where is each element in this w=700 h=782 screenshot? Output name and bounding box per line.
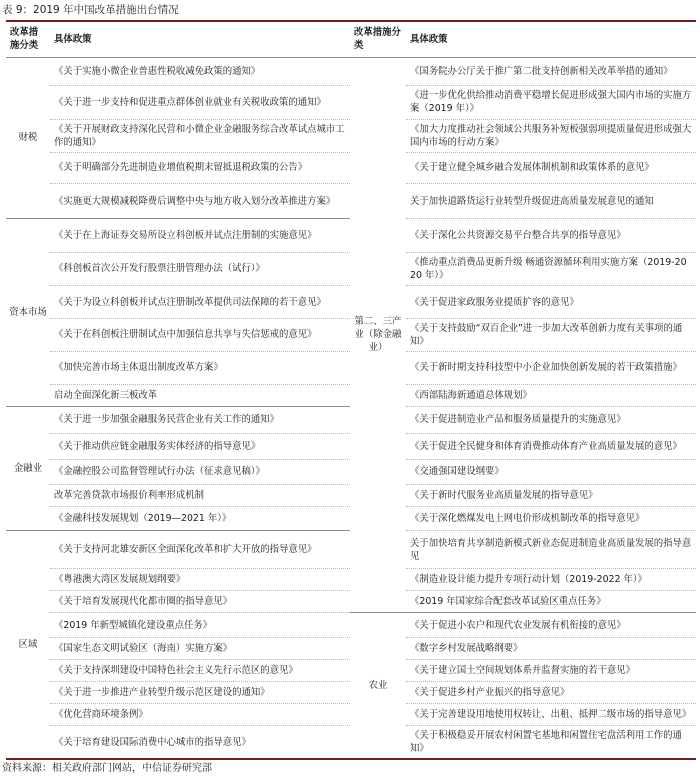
policy-cell-right: 《关于新时期支持科技型中小企业加快创新发展的若干政策措施》 — [406, 351, 696, 384]
header-policy-left: 具体政策 — [54, 33, 92, 45]
policy-cell-right: 《关于促进小农户和现代农业发展有机衔接的意见》 — [406, 613, 696, 637]
policy-cell-left: 《关于推动供应链金融服务实体经济的指导意见》 — [50, 433, 350, 460]
policy-cell-left: 《粤港澳大湾区发展规划纲要》 — [50, 568, 350, 590]
policy-cell-left: 《关于在科创板注册制试点中加强信息共享与失信惩戒的意见》 — [50, 319, 350, 351]
table-header-row — [6, 21, 696, 57]
policy-cell-right: 《关于促进制造业产品和服务质量提升的实施意见》 — [406, 406, 696, 433]
table-row — [6, 613, 696, 637]
policy-cell-left: 《加快完善市场主体退出制度改革方案》 — [50, 351, 350, 384]
header-category-left: 改革措施分类 — [10, 27, 39, 52]
policy-cell-left: 《国家生态文明试验区（海南）实施方案》 — [50, 637, 350, 659]
policy-cell-left: 《科创板首次公开发行股票注册管理办法（试行）》 — [50, 252, 350, 285]
policy-cell-left: 《金融控股公司监督管理试行办法（征求意见稿）》 — [50, 460, 350, 484]
policy-cell-left: 《关于明确部分先进制造业增值税期末留抵退税政策的公告》 — [50, 152, 350, 183]
policy-cell-right: 《2019 年国家综合配套改革试验区重点任务》 — [406, 591, 696, 613]
policy-cell-right: 《关于新时代服务业高质量发展的指导意见》 — [406, 484, 696, 506]
policy-cell-left: 《关于开展财政支持深化民营和小微企业金融服务综合改革试点城市工作的通知》 — [50, 119, 350, 152]
policy-cell-right: 《关于促进全民健身和体育消费推动体育产业高质量发展的意见》 — [406, 433, 696, 460]
policy-cell-right: 《交通强国建设纲要》 — [406, 460, 696, 484]
policy-cell-left: 《关于支持深圳建设中国特色社会主义先行示范区的意见》 — [50, 659, 350, 681]
policy-cell-right: 《制造业设计能力提升专项行动计划（2019-2022 年）》 — [406, 568, 696, 590]
category-cell-left: 金融业 — [6, 406, 50, 530]
category-cell-right: 第二、三产业（除金融业） — [350, 57, 406, 613]
policy-cell-left: 《优化营商环境条例》 — [50, 704, 350, 726]
policy-cell-right: 关于加快培育共享制造新模式新业态促进制造业高质量发展的指导意见 — [406, 531, 696, 569]
policy-cell-left: 《关于实施小微企业普惠性税收减免政策的通知》 — [50, 57, 350, 86]
policy-cell-right: 《国务院办公厅关于推广第二批支持创新相关改革举措的通知》 — [406, 57, 696, 86]
policy-cell-right: 《关于完善建设用地使用权转让、出租、抵押二级市场的指导意见》 — [406, 704, 696, 726]
header-category-right: 改革措施分类 — [354, 27, 401, 52]
policy-cell-left: 《金融科技发展规划（2019—2021 年）》 — [50, 506, 350, 530]
policy-cell-left: 《关于进一步推进产业转型升级示范区建设的通知》 — [50, 682, 350, 704]
header-policy-right: 具体政策 — [410, 33, 448, 45]
policy-cell-left: 《实施更大规模减税降费后调整中央与地方收入划分改革推进方案》 — [50, 183, 350, 219]
policy-cell-left: 启动全面深化新三板改革 — [50, 384, 350, 406]
source-note: 资料来源：相关政府部门网站，中信证券研究部 — [2, 763, 212, 774]
policy-cell-right: 《推动重点消费品更新升级 畅通资源循环利用实施方案（2019-2020 年）》 — [406, 252, 696, 285]
policy-cell-right: 《加大力度推动社会领域公共服务补短板强弱项提质量促进形成强大国内市场的行动方案》 — [406, 119, 696, 152]
category-cell-left: 财税 — [6, 57, 50, 219]
policy-cell-left: 改革完善贷款市场报价利率形成机制 — [50, 484, 350, 506]
policy-cell-left: 《关于为设立科创板并试点注册制改革提供司法保障的若干意见》 — [50, 286, 350, 319]
policy-cell-left: 《关于培育建设国际消费中心城市的指导意见》 — [50, 726, 350, 759]
policy-cell-right: 《关于支持鼓励“双百企业”进一步加大改革创新力度有关事项的通知》 — [406, 319, 696, 351]
policy-cell-right: 《关于促进乡村产业振兴的指导意见》 — [406, 682, 696, 704]
policy-cell-right: 《进一步优化供给推动消费平稳增长促进形成强大国内市场的实施方案（2019 年）》 — [406, 86, 696, 119]
policy-cell-left: 《关于培育发展现代化都市圈的指导意见》 — [50, 591, 350, 613]
category-cell-left: 区域 — [6, 531, 50, 759]
policy-cell-right: 《关于建立健全城乡融合发展体制机制和政策体系的意见》 — [406, 152, 696, 183]
policy-cell-left: 《2019 年新型城镇化建设重点任务》 — [50, 613, 350, 637]
category-cell-right: 农业 — [350, 613, 406, 759]
policy-cell-right: 《关于深化燃煤发电上网电价形成机制改革的指导意见》 — [406, 506, 696, 530]
policy-cell-left: 《关于进一步加强金融服务民营企业有关工作的通知》 — [50, 406, 350, 433]
policy-cell-right: 《关于建立国土空间规划体系并监督实施的若干意见》 — [406, 659, 696, 681]
policy-cell-right: 《关于积极稳妥开展农村闲置宅基地和闲置住宅盘活利用工作的通知》 — [406, 726, 696, 759]
policy-cell-right: 《关于促进家政服务业提质扩容的意见》 — [406, 286, 696, 319]
policy-cell-right: 关于加快道路货运行业转型升级促进高质量发展意见的通知 — [406, 183, 696, 219]
policy-cell-left: 《关于支持河北雄安新区全面深化改革和扩大开放的指导意见》 — [50, 531, 350, 569]
table-row — [6, 57, 696, 86]
policy-cell-right: 《西部陆海新通道总体规划》 — [406, 384, 696, 406]
category-cell-left: 资本市场 — [6, 219, 50, 406]
policy-cell-right: 《数字乡村发展战略纲要》 — [406, 637, 696, 659]
table-title: 表 9：2019 年中国改革措施出台情况 — [2, 4, 179, 16]
policy-cell-right: 《关于深化公共资源交易平台整合共享的指导意见》 — [406, 219, 696, 252]
policy-cell-left: 《关于进一步支持和促进重点群体创业就业有关税收政策的通知》 — [50, 86, 350, 119]
policy-cell-left: 《关于在上海证券交易所设立科创板并试点注册制的实施意见》 — [50, 219, 350, 252]
policy-table — [6, 20, 696, 760]
